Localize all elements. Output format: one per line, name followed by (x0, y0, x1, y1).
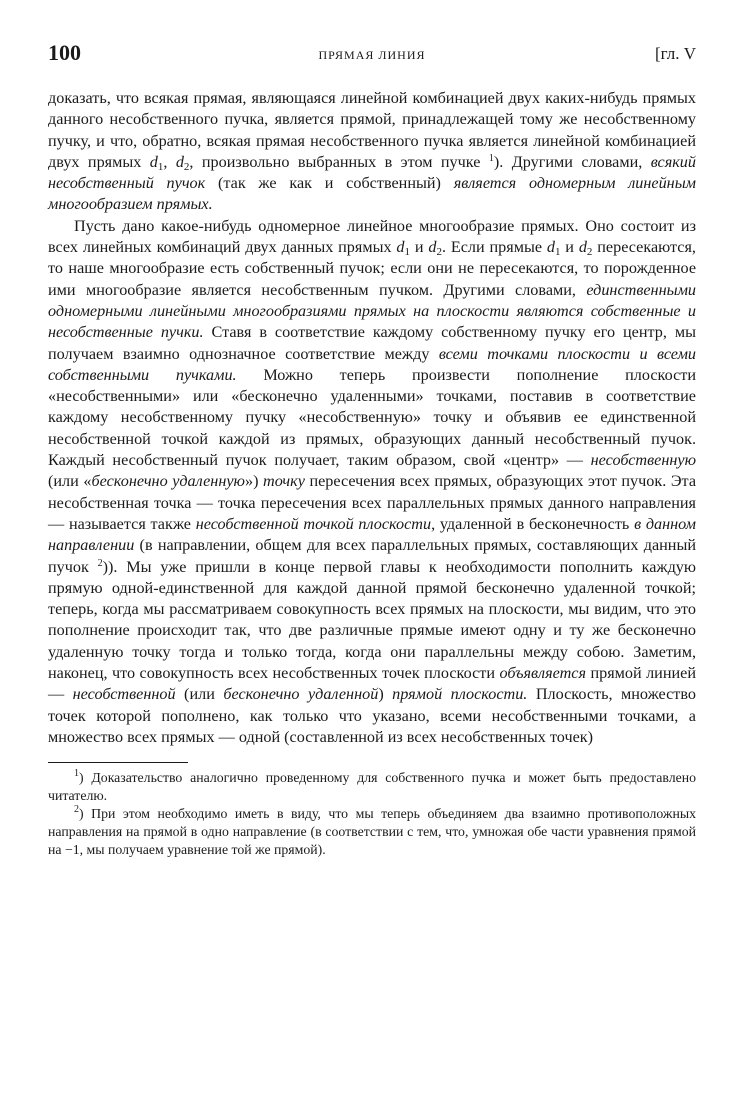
text-run: (или « (48, 472, 92, 491)
text-run: Можно теперь произвести пополнение плоскости «несобственными» или «бесконечно удаленными» точками, поставив в соответствие каждому несобственному пучку «несобственную» точку и объявив ее единственной несобственной точкой каждой из прямых, образующих данный несобственный пучок. Каждый несобственный пучок получает, таким образом, свой «центр» — (48, 365, 697, 470)
math-d2: d (578, 238, 587, 257)
text-run: и (560, 238, 579, 257)
math-d1: d (149, 152, 158, 171)
footnote-text: ) При этом необходимо иметь в виду, что мы теперь объединяем два взаимно противоположных направления на прямой в одно направление (в соответствии с тем, что, умножая обе части уравнения прямой на −1, мы получаем уравнение той же прямой). (48, 806, 696, 858)
emphasis: точку (263, 472, 305, 491)
footnote-2 (48, 805, 696, 859)
emphasis: бесконечно удаленную (91, 472, 245, 491)
emphasis: объявляется (499, 664, 586, 683)
emphasis: в данном направлении (48, 514, 696, 555)
text-run: )). Мы уже пришли в конце первой главы к необходимости пополнить каждую прямую одной-единственной для каждой данной прямой бесконечно удаленной точкой; теперь, когда мы рассматриваем совокупность всех прямых на плоскости, мы видим, что это пополнение происходит так, что две различные прямые имеют одну и ту же бесконечно удаленную точку тогда и только тогда, когда они параллельны между собою. Заметим, наконец, что совокупность всех несобственных точек плоскости (48, 557, 696, 683)
text-run: ). Другими словами, (493, 152, 651, 171)
text-run: (в направлении, общем для всех параллельных прямых, составляющих данный пучок (48, 536, 696, 576)
emphasis: всякий несобственный пучок (48, 152, 696, 193)
footnote-1 (48, 769, 696, 805)
footnote-marker: 1 (74, 768, 79, 780)
text-run: прямой линией — (48, 664, 696, 704)
emphasis: несобственной точкой плоскости (195, 514, 432, 533)
footnote-divider (48, 762, 188, 763)
subscript: 2 (586, 246, 593, 259)
footnotes (48, 769, 696, 859)
running-title: ПРЯМАЯ ЛИНИЯ (318, 48, 426, 62)
text-run: Пусть дано какое-нибудь одномерное линейное многообразие прямых. Оно состоит из всех линейных комбинаций двух данных прямых (48, 216, 696, 257)
text-run: (или (175, 685, 224, 704)
text-run: , удаленной в бесконечность (431, 514, 635, 533)
emphasis: прямой плоскости. (392, 685, 528, 704)
emphasis: несобственную (590, 451, 696, 470)
book-page (48, 40, 696, 859)
emphasis: является одномерным линейным многообразием прямых. (48, 174, 696, 214)
text-run: Ставя в соответствие каждому собственному пучку его центр, мы получаем взаимно однозначное соответствие между (48, 323, 696, 363)
footnote-text: ) Доказательство аналогично проведенному для собственного пучка и может быть предоставлено читателю. (48, 770, 696, 804)
emphasis: единственными одномерными линейными многообразиями прямых на плоскости являются собственные и несобственные пучки. (48, 280, 696, 342)
text-run: и (410, 238, 429, 257)
page-header (48, 40, 696, 66)
paragraph-1 (48, 88, 696, 216)
chapter-label: [гл. V (654, 44, 696, 63)
math-d2: d (175, 152, 184, 171)
text-run: Плоскость, множество точек которой пополнено, как только что указано, всеми несобственными точками, а множество всех прямых — одной (составленной из всех несобственных точек) (48, 685, 697, 746)
text-run: (так же как и собственный) (205, 174, 454, 193)
text-run: доказать, что всякая прямая, являющаяся линейной комбинацией двух каких-нибудь прямых данного несобственного пучка, является прямой, принадлежащей тому же несобственному пучку, и что, обратно, всякая прямая несобственного пучка является линейной комбинацией двух прямых (48, 89, 696, 171)
emphasis: всеми точками плоскости и всеми собственными пучками. (48, 344, 697, 384)
footnote-ref-1[interactable]: 1 (488, 152, 494, 164)
text-run: ») (244, 472, 264, 491)
emphasis: несобственной (72, 685, 176, 704)
text-run: , произвольно выбранных в этом пучке (189, 152, 489, 171)
subscript: 2 (183, 160, 190, 173)
text-run: , (163, 152, 176, 171)
page-number: 100 (48, 40, 81, 65)
emphasis: бесконечно удаленной (223, 685, 379, 704)
body-text (48, 88, 696, 748)
subscript: 1 (554, 246, 561, 259)
math-d2: d (428, 238, 437, 257)
subscript: 2 (436, 246, 442, 259)
text-run: ) (378, 685, 393, 704)
subscript: 1 (404, 246, 410, 259)
text-run: пересекаются, то наше многообразие есть собственный пучок; если они не пересекаются, то порожденное ими многообразие является несобственным пучком. Другими словами, (48, 238, 696, 299)
math-d1: d (546, 238, 555, 257)
subscript: 1 (157, 160, 164, 173)
text-run: . Если прямые (441, 238, 547, 257)
footnote-ref-2[interactable]: 2 (97, 557, 103, 569)
paragraph-2 (48, 216, 696, 748)
math-d1: d (396, 238, 405, 257)
text-run: пересечения всех прямых, образующих этот пучок. Эта несобственная точка — точка пересечения всех параллельных прямых данного направления — называется также (48, 472, 697, 533)
footnote-marker: 2 (74, 804, 79, 816)
